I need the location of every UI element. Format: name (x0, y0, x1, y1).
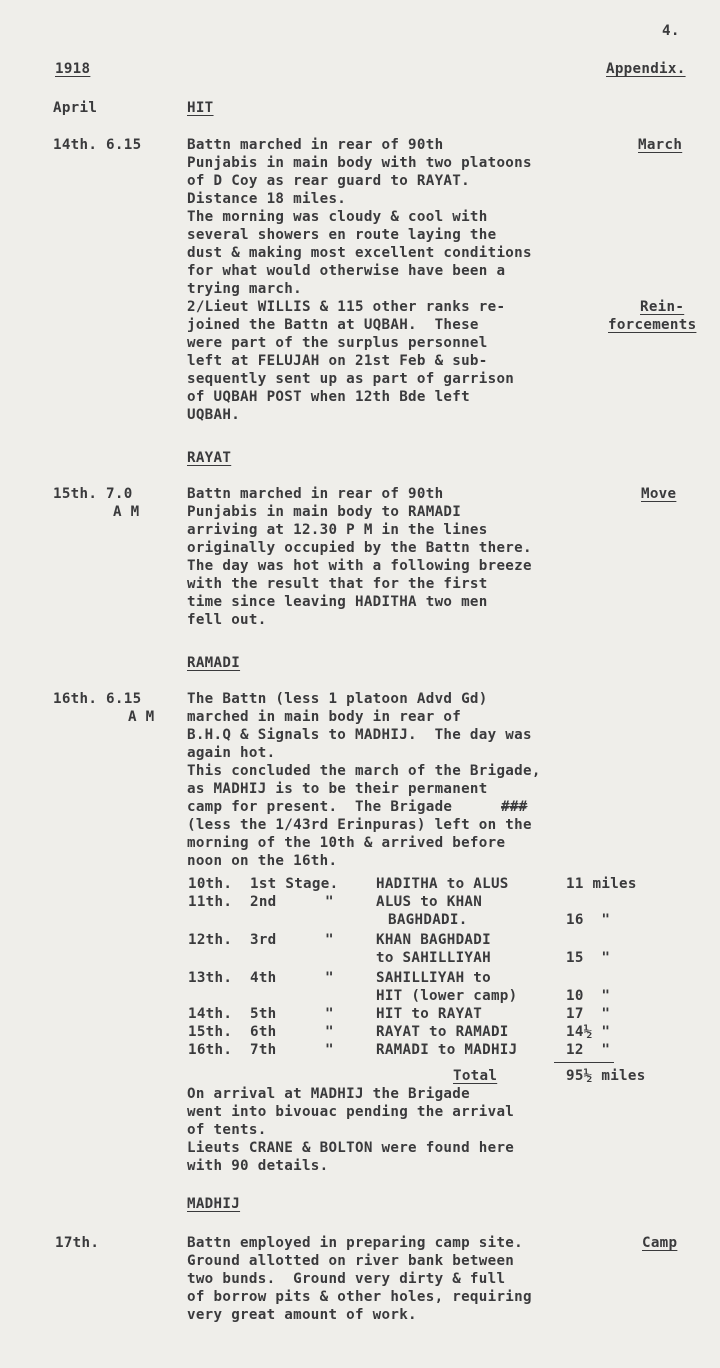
stage-miles: 11 miles (566, 876, 637, 892)
stage-day: 13th. (188, 970, 233, 986)
stage-route: HIT (lower camp) (376, 988, 518, 1004)
text-line: On arrival at MADHIJ the Brigade (187, 1086, 470, 1102)
stage-number: 6th (250, 1024, 277, 1040)
struck-text: ### (501, 799, 528, 815)
text-line: time since leaving HADITHA two men (187, 594, 488, 610)
appendix-label: Appendix. (606, 61, 686, 77)
text-line: for what would otherwise have been a (187, 263, 506, 279)
text-line: morning of the 10th & arrived before (187, 835, 506, 851)
page-number: 4. (662, 23, 680, 39)
text-line: UQBAH. (187, 407, 241, 423)
stage-miles: 12 " (566, 1042, 611, 1058)
stage-number: 3rd (250, 932, 277, 948)
stage-day: 10th. (188, 876, 233, 892)
place-heading-hit: HIT (187, 100, 214, 116)
margin-note-reinforcements-2: forcements (608, 317, 697, 333)
text-line: Battn marched in rear of 90th (187, 137, 444, 153)
text-line: B.H.Q & Signals to MADHIJ. The day was (187, 727, 532, 743)
stage-day: 15th. (188, 1024, 233, 1040)
stage-day: 16th. (188, 1042, 233, 1058)
stage-number: 7th (250, 1042, 277, 1058)
text-line: Distance 18 miles. (187, 191, 347, 207)
stage-miles: 15 " (566, 950, 611, 966)
text-line: Ground allotted on river bank between (187, 1253, 515, 1269)
text-line: again hot. (187, 745, 276, 761)
entry-time-am: A M (113, 504, 140, 520)
stage-ditto: " (325, 894, 334, 910)
text-line: 2/Lieut WILLIS & 115 other ranks re- (187, 299, 506, 315)
entry-date-14th: 14th. 6.15 (53, 137, 142, 153)
text-line: two bunds. Ground very dirty & full (187, 1271, 506, 1287)
text-line: as MADHIJ is to be their permanent (187, 781, 488, 797)
text-line: sequently sent up as part of garrison (187, 371, 515, 387)
place-heading-rayat: RAYAT (187, 450, 232, 466)
stage-miles: 17 " (566, 1006, 611, 1022)
text-line: marched in main body in rear of (187, 709, 462, 725)
stage-route: KHAN BAGHDADI (376, 932, 491, 948)
stage-day: 12th. (188, 932, 233, 948)
stage-route: to SAHILLIYAH (376, 950, 491, 966)
year-heading: 1918 (55, 61, 91, 77)
text-line: several showers en route laying the (187, 227, 497, 243)
text-line: joined the Battn at UQBAH. These (187, 317, 479, 333)
stage-miles: 10 " (566, 988, 611, 1004)
stage-ditto: " (325, 1006, 334, 1022)
stage-number: 5th (250, 1006, 277, 1022)
text-line: trying march. (187, 281, 302, 297)
stage-ditto: " (325, 932, 334, 948)
stage-number: 4th (250, 970, 277, 986)
month-label: April (53, 100, 98, 116)
text-line: dust & making most excellent conditions (187, 245, 532, 261)
stage-route: BAGHDADI. (388, 912, 468, 928)
stage-route: SAHILLIYAH to (376, 970, 491, 986)
place-heading-ramadi: RAMADI (187, 655, 241, 671)
text-line: This concluded the march of the Brigade, (187, 763, 541, 779)
text-line: camp for present. The Brigade (187, 799, 453, 815)
sum-rule (554, 1062, 614, 1063)
text-line: of UQBAH POST when 12th Bde left (187, 389, 470, 405)
entry-date-16th: 16th. 6.15 (53, 691, 142, 707)
stage-ditto: " (325, 1024, 334, 1040)
text-line: with the result that for the first (187, 576, 488, 592)
stage-route: RAMADI to MADHIJ (376, 1042, 518, 1058)
margin-note-camp: Camp (642, 1235, 678, 1251)
text-line: of tents. (187, 1122, 267, 1138)
text-line: were part of the surplus personnel (187, 335, 488, 351)
text-line: The morning was cloudy & cool with (187, 209, 488, 225)
stage-number: 1st Stage. (250, 876, 339, 892)
place-heading-madhij: MADHIJ (187, 1196, 241, 1212)
stage-miles: 14½ " (566, 1024, 611, 1040)
text-line: left at FELUJAH on 21st Feb & sub- (187, 353, 488, 369)
margin-note-move: Move (641, 486, 677, 502)
text-line: went into bivouac pending the arrival (187, 1104, 515, 1120)
entry-date-17th: 17th. (55, 1235, 100, 1251)
text-line: very great amount of work. (187, 1307, 417, 1323)
text-line: arriving at 12.30 P M in the lines (187, 522, 488, 538)
text-line: Lieuts CRANE & BOLTON were found here (187, 1140, 515, 1156)
entry-time-am: A M (128, 709, 155, 725)
text-line: originally occupied by the Battn there. (187, 540, 532, 556)
text-line: The Battn (less 1 platoon Advd Gd) (187, 691, 488, 707)
stage-route: HADITHA to ALUS (376, 876, 509, 892)
text-line: with 90 details. (187, 1158, 329, 1174)
stage-miles: 16 " (566, 912, 611, 928)
stage-ditto: " (325, 1042, 334, 1058)
stage-day: 11th. (188, 894, 233, 910)
margin-note-march: March (638, 137, 683, 153)
stage-ditto: " (325, 970, 334, 986)
text-line: of borrow pits & other holes, requiring (187, 1289, 532, 1305)
stage-number: 2nd (250, 894, 277, 910)
stage-route: ALUS to KHAN (376, 894, 483, 910)
text-line: fell out. (187, 612, 267, 628)
total-miles: 95½ miles (566, 1068, 646, 1084)
text-line: The day was hot with a following breeze (187, 558, 532, 574)
stage-route: RAYAT to RAMADI (376, 1024, 509, 1040)
entry-date-15th: 15th. 7.0 (53, 486, 133, 502)
stage-day: 14th. (188, 1006, 233, 1022)
stage-route: HIT to RAYAT (376, 1006, 483, 1022)
text-line: noon on the 16th. (187, 853, 338, 869)
text-line: Battn employed in preparing camp site. (187, 1235, 523, 1251)
text-line: of D Coy as rear guard to RAYAT. (187, 173, 470, 189)
total-label: Total (453, 1068, 498, 1084)
margin-note-reinforcements-1: Rein- (640, 299, 685, 315)
text-line: Battn marched in rear of 90th (187, 486, 444, 502)
text-line: Punjabis in main body with two platoons (187, 155, 532, 171)
text-line: (less the 1/43rd Erinpuras) left on the (187, 817, 532, 833)
text-line: Punjabis in main body to RAMADI (187, 504, 462, 520)
